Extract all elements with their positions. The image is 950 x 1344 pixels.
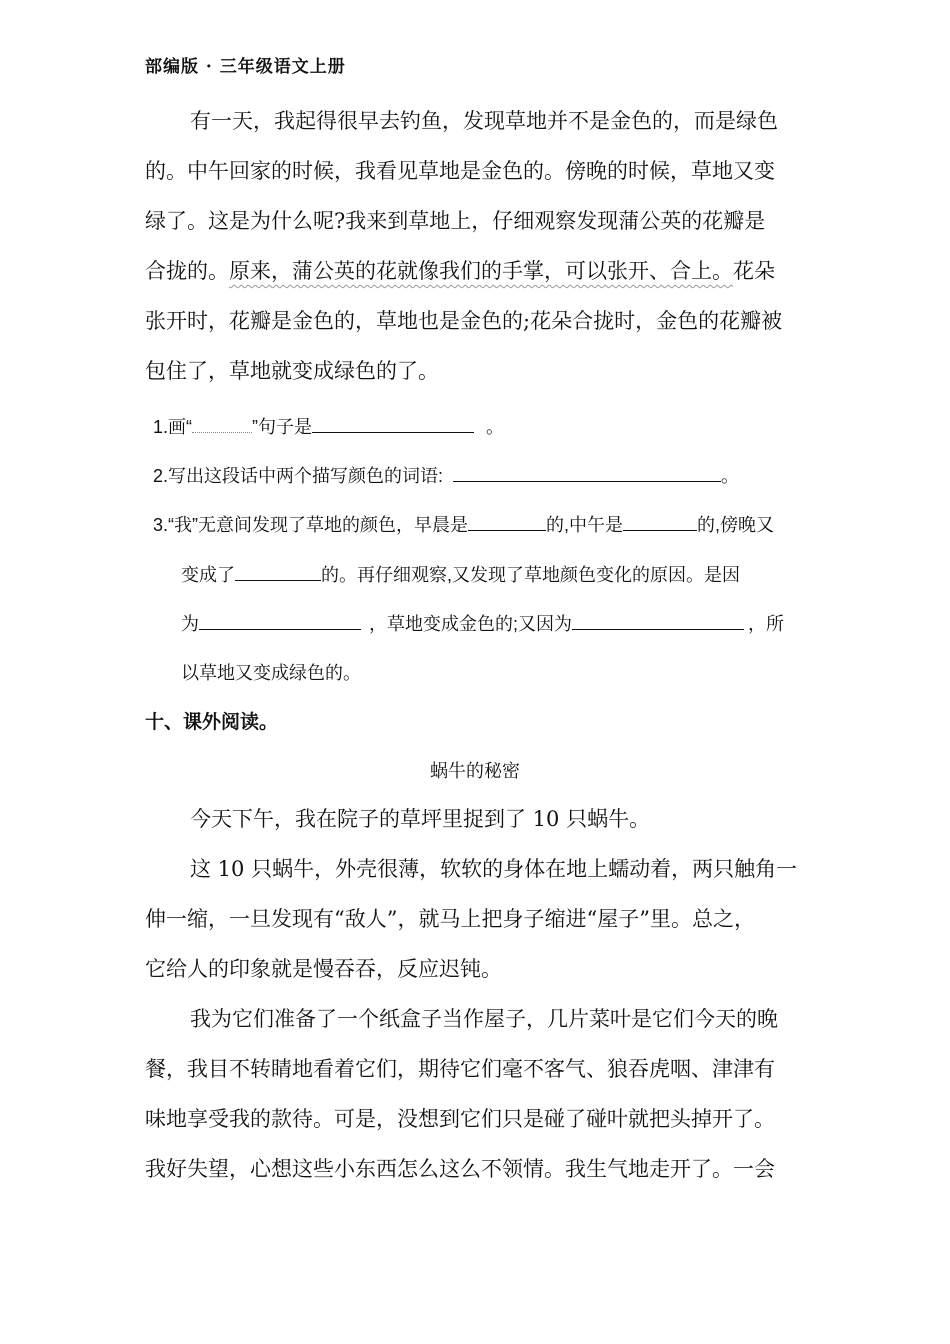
question-3-line-3 [181,610,784,636]
answer-blank[interactable] [572,628,744,630]
passage-line: 的。中午回家的时候，我看见草地是金色的。傍晚的时候，草地又变 [145,159,775,183]
question-text: 为 [181,614,199,634]
question-text: 的。再仔细观察,又发现了草地颜色变化的原因。是因 [321,565,740,585]
story-paragraph-3 [145,994,810,1194]
story-line: 我为它们准备了一个纸盒子当作屋子，几片菜叶是它们今天的晚 [190,1007,778,1031]
answer-blank[interactable] [623,529,697,531]
question-text: 3.“我”无意间发现了草地的颜色，早晨是 [153,515,468,535]
story-line: 餐，我目不转睛地看着它们，期待它们毫不客气、狼吞虎咽、津津有 [145,1057,775,1081]
question-text: ，所 [748,614,784,634]
question-3-line-4: 以草地又变成绿色的。 [181,663,361,683]
wavy-line-marker [192,432,252,433]
question-1 [153,413,504,439]
answer-blank[interactable] [453,480,721,482]
answer-blank[interactable] [312,431,474,433]
story-paragraph-1 [145,794,810,844]
answer-blank[interactable] [468,529,546,531]
story-line: 今天下午，我在院子的草坪里捉到了 10 只蜗牛。 [190,807,651,831]
story-title: 蜗牛的秘密 [430,761,520,781]
page-header: 部编版 · 三年级语文上册 [145,57,346,77]
story-line: 伸一缩，一旦发现有“敌人”，就马上把身子缩进“屋子”里。总之， [145,907,755,931]
passage-line-with-wavy [145,246,810,296]
question-text: 变成了 [181,565,235,585]
story-line: 味地享受我的款待。可是，没想到它们只是碰了碰叶就把头掉开了。 [145,1107,775,1131]
question-2 [153,462,739,488]
passage-text: 合拢的。 [145,259,229,283]
question-text: ，草地变成金色的;又因为 [369,614,572,634]
passage-dandelion [145,96,810,396]
question-text: 的,傍晚又 [697,515,775,535]
story-line: 这 10 只蜗牛，外壳很薄，软软的身体在地上蠕动着，两只触角一 [190,857,798,881]
question-3-line-1 [153,511,774,537]
passage-line: 包住了，草地就变成绿色的了。 [145,359,439,383]
question-text: ”句子是 [252,417,313,437]
question-text: 。 [721,466,740,486]
story-paragraph-2 [145,844,810,994]
answer-blank[interactable] [235,579,321,581]
wavy-underlined-sentence: 原来，蒲公英的花就像我们的手掌，可以张开、合上。 [229,259,733,283]
question-text: 。 [486,417,505,437]
answer-blank[interactable] [199,628,361,630]
story-line: 它给人的印象就是慢吞吞，反应迟钝。 [145,957,502,981]
passage-line: 有一天，我起得很早去钓鱼，发现草地并不是金色的，而是绿色 [190,109,778,133]
passage-line: 张开时，花瓣是金色的，草地也是金色的;花朵合拢时，金色的花瓣被 [145,309,783,333]
question-3-line-2 [181,561,740,587]
section-title: 十、课外阅读。 [145,711,279,733]
question-text: 1.画“ [153,417,193,437]
story-line: 我好失望，心想这些小东西怎么这么不领情。我生气地走开了。一会 [145,1157,775,1181]
passage-line: 绿了。这是为什么呢?我来到草地上，仔细观察发现蒲公英的花瓣是 [145,209,766,233]
question-text: 2.写出这段话中两个描写颜色的词语: [153,466,444,486]
question-text: 的,中午是 [546,515,624,535]
passage-text: 花朵 [733,259,775,283]
